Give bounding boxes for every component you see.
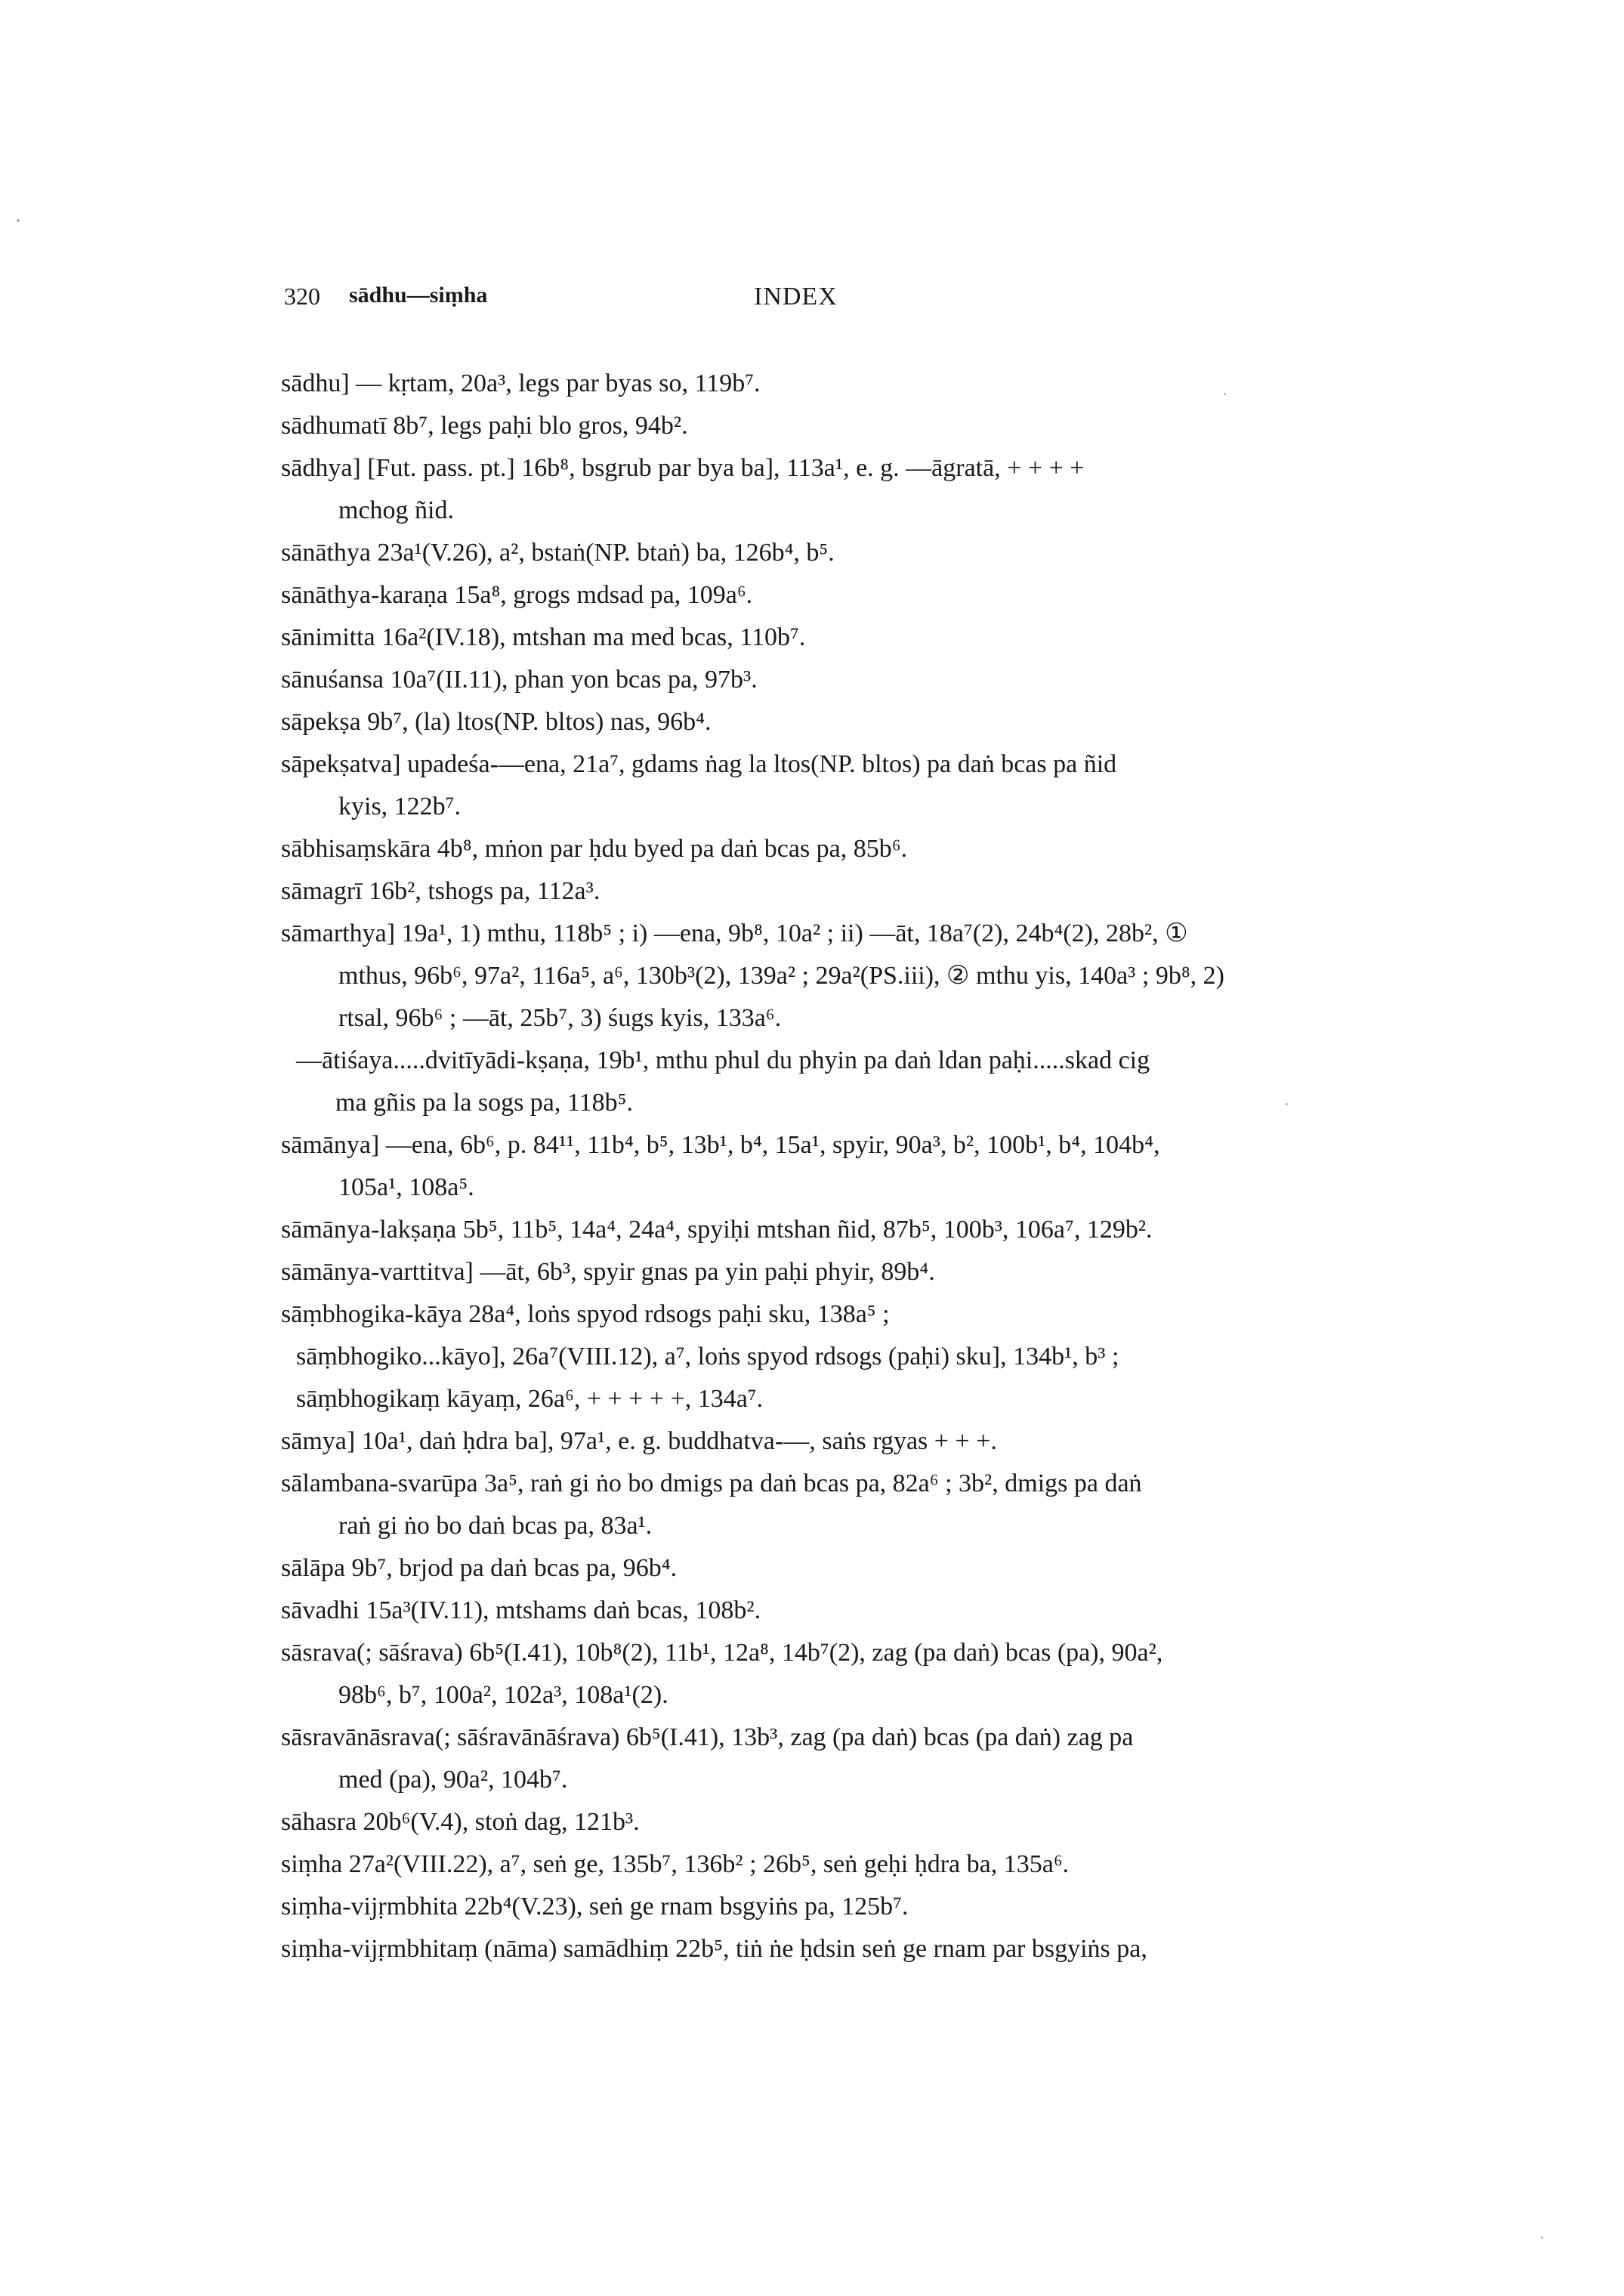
index-entry: [281, 1547, 1369, 1590]
index-entry: [281, 616, 1369, 659]
entry-line: sālambana-svarūpa 3a⁵, raṅ gi ṅo bo dmigs pa daṅ bcas pa, 82a⁶ ; 3b², dmigs pa daṅ: [281, 1469, 1142, 1497]
index-entry: [281, 1124, 1369, 1209]
entry-line: sālāpa 9b⁷, brjod pa daṅ bcas pa, 96b⁴.: [281, 1554, 678, 1582]
index-entry: [281, 1463, 1369, 1547]
entry-line: sāhasra 20b⁶(V.4), stoṅ dag, 121b³.: [281, 1808, 640, 1836]
scan-speck: [1224, 393, 1226, 395]
index-entry: [281, 743, 1369, 828]
entry-line: sānimitta 16a²(IV.18), mtshan ma med bcas, 110b⁷.: [281, 623, 806, 651]
entry-line: sābhisaṃskāra 4b⁸, mṅon par ḥdu byed pa daṅ bcas pa, 85b⁶.: [281, 835, 908, 863]
index-entry: [281, 913, 1369, 1040]
entry-line: sānāthya 23a¹(V.26), a², bstaṅ(NP. btaṅ) ba, 126b⁴, b⁵.: [281, 539, 835, 567]
index-entry: [281, 447, 1369, 532]
entry-continuation-line: 98b⁶, b⁷, 100a², 102a³, 108a¹(2).: [338, 1681, 668, 1709]
entry-line: sāpekṣa 9b⁷, (la) ltos(NP. bltos) nas, 96b⁴.: [281, 708, 712, 736]
entry-line: sāmānya-lakṣaṇa 5b⁵, 11b⁵, 14a⁴, 24a⁴, spyiḥi mtshan ñid, 87b⁵, 100b³, 106a⁷, 129b².: [281, 1216, 1153, 1244]
index-entry: [281, 405, 1369, 447]
entry-line: sādhu] — kṛtam, 20a³, legs par byas so, 119b⁷.: [281, 369, 761, 397]
entry-continuation-line: med (pa), 90a², 104b⁷.: [338, 1766, 568, 1794]
index-entry: [281, 1040, 1369, 1124]
index-entry: [281, 828, 1369, 870]
index-entries: [281, 363, 1369, 1970]
entry-line: —ātiśaya.....dvitīyādi-kṣaṇa, 19b¹, mthu phul du phyin pa daṅ ldan paḥi.....skad cig: [296, 1046, 1150, 1074]
index-entry: [281, 870, 1369, 913]
entry-line: sāṃbhogika-kāya 28a⁴, loṅs spyod rdsogs paḥi sku, 138a⁵ ;: [281, 1300, 890, 1328]
index-entry: [281, 1632, 1369, 1717]
entry-line: sādhya] [Fut. pass. pt.] 16b⁸, bsgrub par bya ba], 113a¹, e. g. —āgratā, + + + +: [281, 454, 1085, 482]
running-header: [284, 283, 1375, 328]
entry-continuation-line: mthus, 96b⁶, 97a², 116a⁵, a⁶, 130b³(2), 139a² ; 29a²(PS.iii), ② mthu yis, 140a³ ; 9b⁸, 2): [338, 962, 1224, 990]
scan-speck: [1286, 1103, 1288, 1105]
entry-continuation-line: ma gñis pa la sogs pa, 118b⁵.: [335, 1089, 633, 1117]
entry-line: sāpekṣatva] upadeśa-—ena, 21a⁷, gdams ṅag la ltos(NP. bltos) pa daṅ bcas pa ñid: [281, 750, 1117, 778]
entry-line: sāsravānāsrava(; sāśravānāśrava) 6b⁵(I.41), 13b³, zag (pa daṅ) bcas (pa daṅ) zag pa: [281, 1723, 1134, 1751]
entry-line: sāmya] 10a¹, daṅ ḥdra ba], 97a¹, e. g. buddhatva-—, saṅs rgyas + + +.: [281, 1427, 997, 1455]
entry-line: sāmānya] —ena, 6b⁶, p. 84¹¹, 11b⁴, b⁵, 13b¹, b⁴, 15a¹, spyir, 90a³, b², 100b¹, b⁴, 104b⁴,: [281, 1131, 1160, 1159]
index-entry: [281, 659, 1369, 701]
entry-continuation-line: rtsal, 96b⁶ ; —āt, 25b⁷, 3) śugs kyis, 133a⁶.: [338, 1004, 782, 1032]
entry-line: sānāthya-karaṇa 15a⁸, grogs mdsad pa, 109a⁶.: [281, 581, 753, 609]
entry-line: sāvadhi 15a³(IV.11), mtshams daṅ bcas, 108b².: [281, 1596, 761, 1624]
entry-continuation-line: mchog ñid.: [338, 496, 454, 524]
header-title: INDEX: [754, 283, 838, 311]
entry-line: sāṃbhogikaṃ kāyaṃ, 26a⁶, + + + + +, 134a⁷.: [296, 1385, 764, 1413]
entry-line: sāmānya-varttitva] —āt, 6b³, spyir gnas pa yin paḥi phyir, 89b⁴.: [281, 1258, 935, 1286]
index-entry: [281, 1420, 1369, 1463]
entry-line: siṃha-vijṛmbhitaṃ (nāma) samādhiṃ 22b⁵, tiṅ ṅe ḥdsin seṅ ge rnam par bsgyiṅs pa,: [281, 1935, 1147, 1963]
index-entry: [281, 1886, 1369, 1928]
index-entry: [281, 574, 1369, 616]
entry-line: siṃha-vijṛmbhita 22b⁴(V.23), seṅ ge rnam bsgyiṅs pa, 125b⁷.: [281, 1893, 909, 1921]
scan-speck: [17, 219, 20, 222]
entry-line: sādhumatī 8b⁷, legs paḥi blo gros, 94b².: [281, 412, 688, 440]
entry-line: sāṃbhogiko...kāyo], 26a⁷(VIII.12), a⁷, loṅs spyod rdsogs (paḥi) sku], 134b¹, b³ ;: [296, 1343, 1119, 1370]
index-entry: [281, 532, 1369, 574]
index-entry: [281, 1378, 1369, 1420]
entry-line: sāmagrī 16b², tshogs pa, 112a³.: [281, 877, 601, 905]
entry-continuation-line: raṅ gi ṅo bo daṅ bcas pa, 83a¹.: [338, 1512, 653, 1540]
index-entry: [281, 363, 1369, 405]
index-entry: [281, 1590, 1369, 1632]
entry-line: sāsrava(; sāśrava) 6b⁵(I.41), 10b⁸(2), 11b¹, 12a⁸, 14b⁷(2), zag (pa daṅ) bcas (pa), 90a²,: [281, 1639, 1163, 1667]
entry-continuation-line: kyis, 122b⁷.: [338, 793, 462, 820]
page-number: 320: [284, 283, 320, 310]
index-entry: [281, 1717, 1369, 1801]
entry-continuation-line: 105a¹, 108a⁵.: [338, 1173, 474, 1201]
index-entry: [281, 701, 1369, 743]
entry-line: sānuśansa 10a⁷(II.11), phan yon bcas pa, 97b³.: [281, 666, 758, 694]
scan-speck: [1541, 2236, 1543, 2239]
entry-line: siṃha 27a²(VIII.22), a⁷, seṅ ge, 135b⁷, 136b² ; 26b⁵, seṅ geḥi ḥdra ba, 135a⁶.: [281, 1850, 1070, 1878]
index-entry: [281, 1843, 1369, 1886]
index-entry: [281, 1801, 1369, 1843]
header-range: sādhu—siṃha: [349, 283, 488, 307]
index-entry: [281, 1928, 1369, 1970]
index-entry: [281, 1336, 1369, 1378]
index-entry: [281, 1293, 1369, 1336]
index-entry: [281, 1209, 1369, 1251]
index-entry: [281, 1251, 1369, 1293]
entry-line: sāmarthya] 19a¹, 1) mthu, 118b⁵ ; i) —ena, 9b⁸, 10a² ; ii) —āt, 18a⁷(2), 24b⁴(2), 28b², ①: [281, 919, 1188, 947]
